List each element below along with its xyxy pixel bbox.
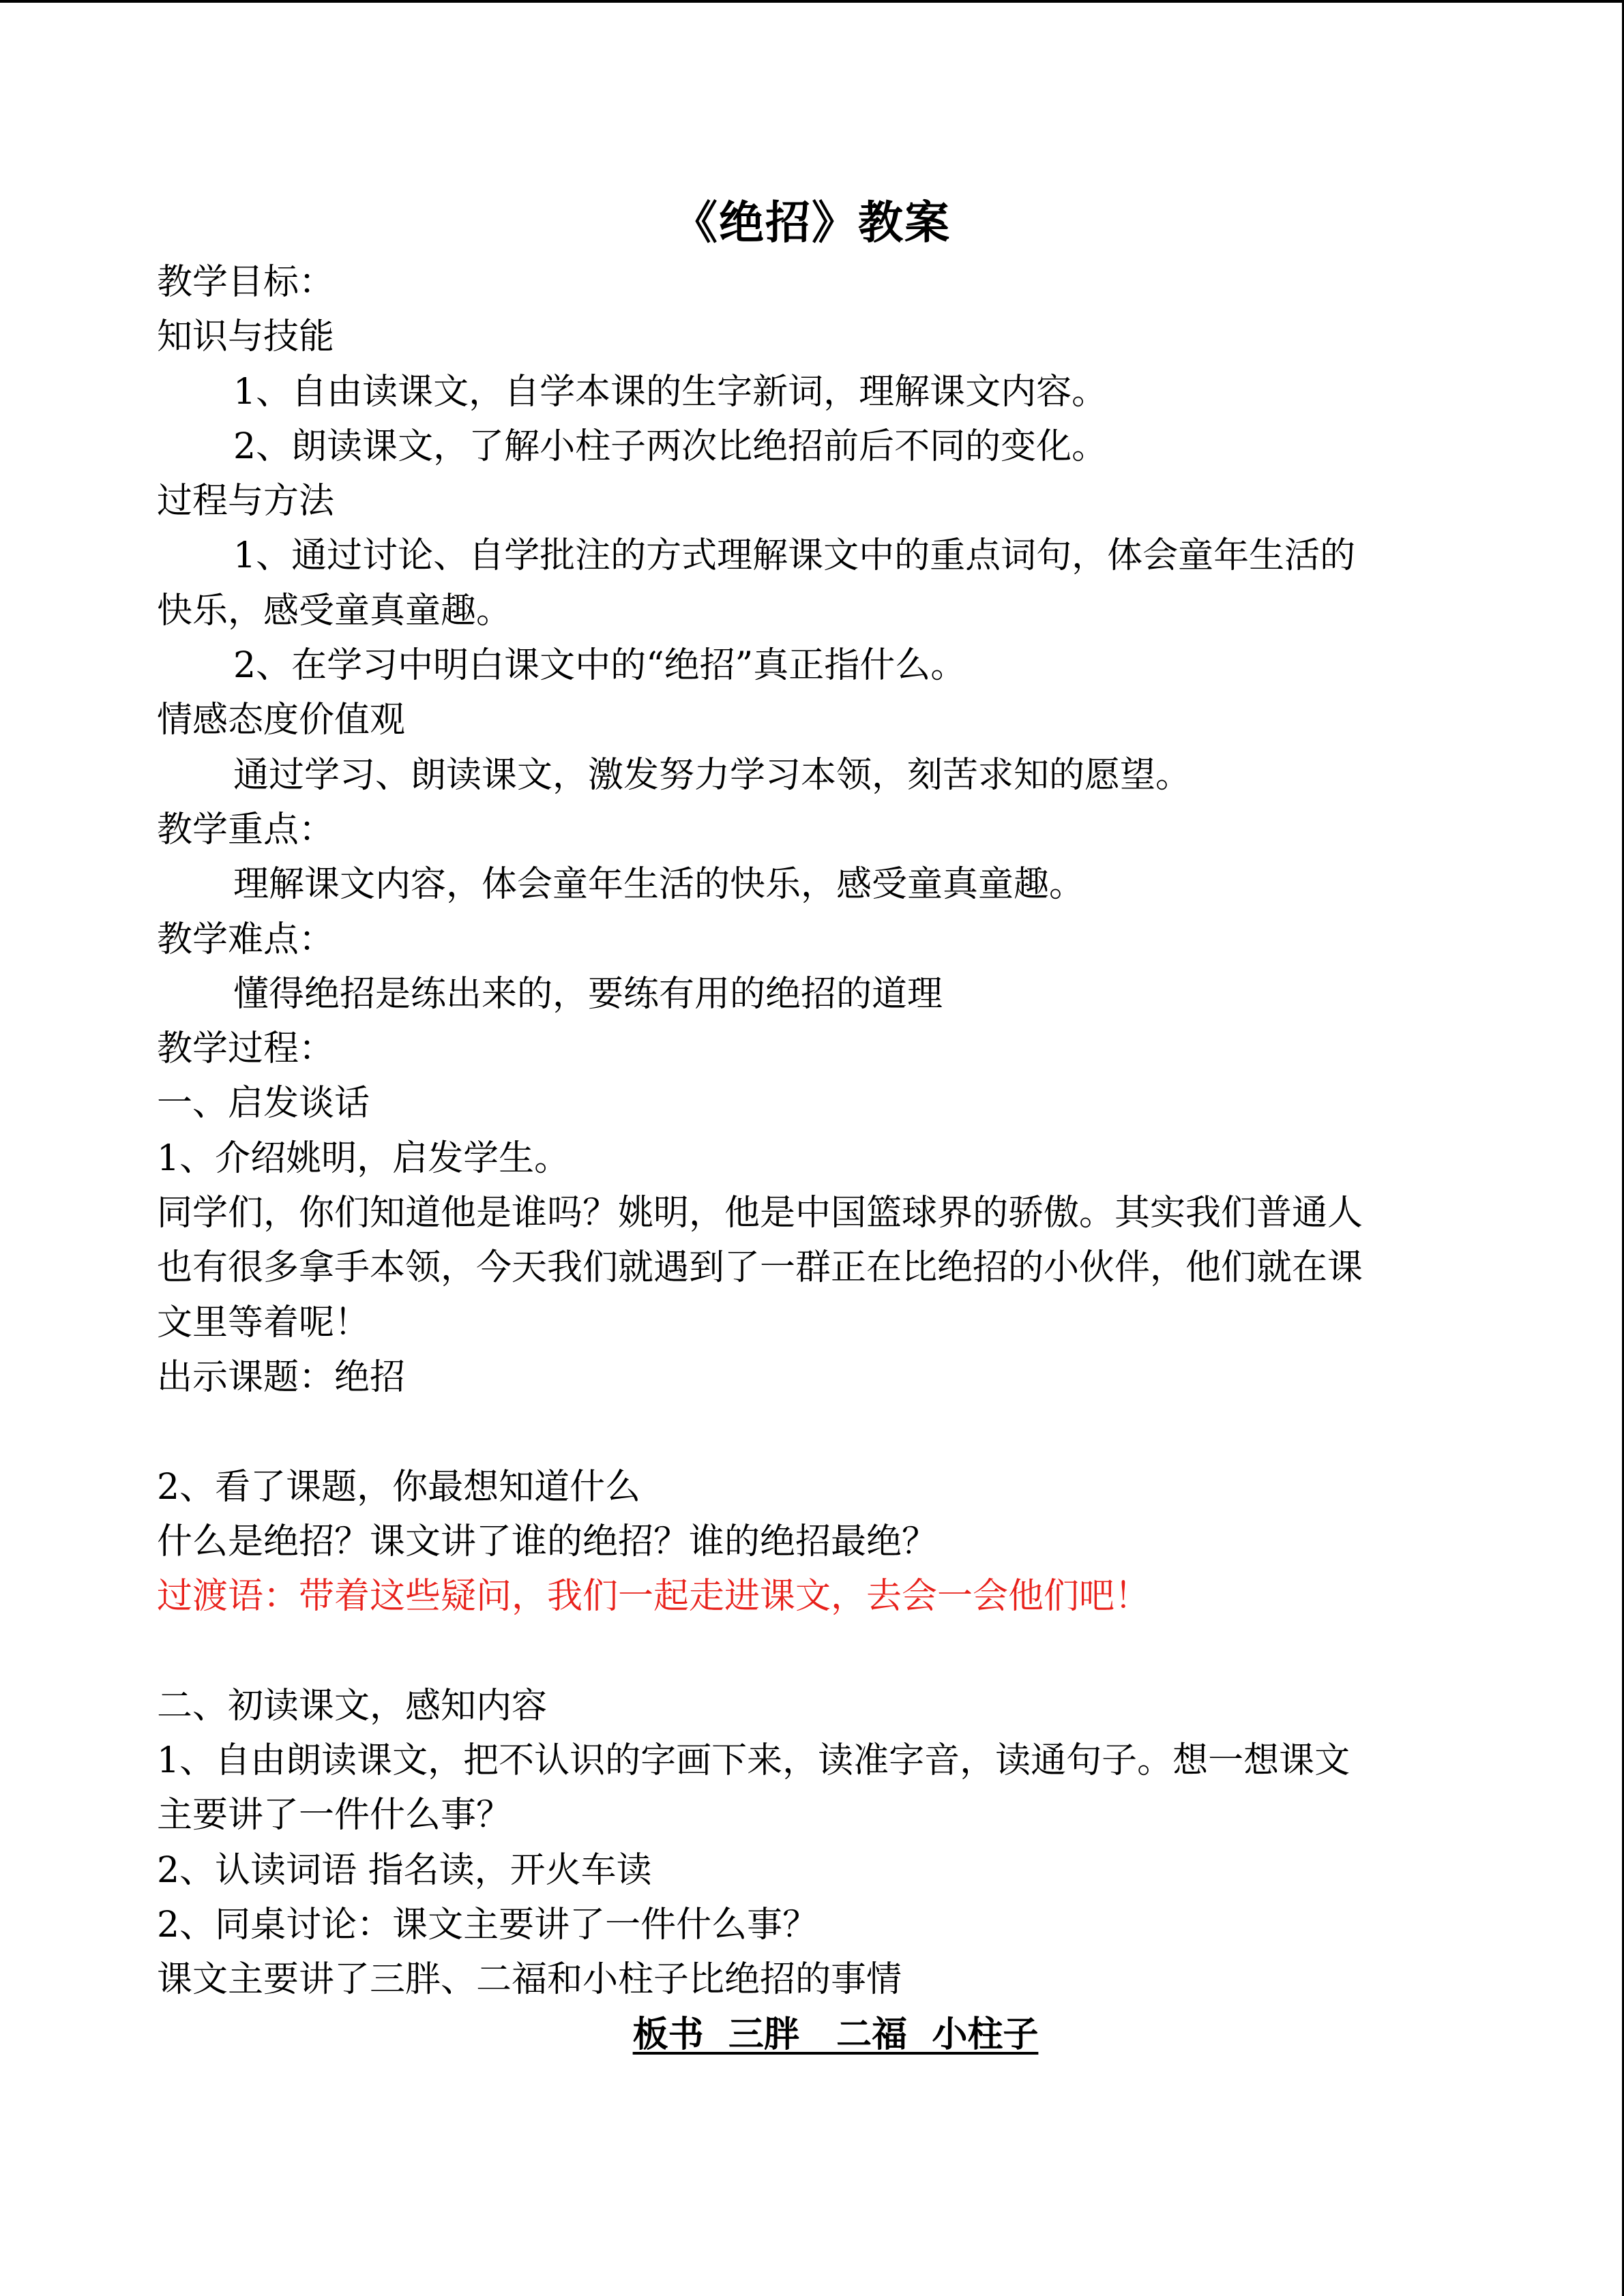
text-line: 1、介绍姚明，启发学生。 — [157, 1137, 570, 1179]
text-line: 懂得绝招是练出来的，要练有用的绝招的道理 — [233, 973, 943, 1015]
text-line: 1、自由读课文，自学本课的生字新词，理解课文内容。 — [233, 371, 1108, 413]
text-line: 知识与技能 — [157, 316, 335, 358]
document-lines — [157, 255, 1466, 2008]
text-line: 二、初读课文，感知内容 — [157, 1685, 548, 1727]
page-top-border — [0, 0, 1624, 3]
text-line: 2、看了课题，你最想知道什么 — [157, 1466, 641, 1508]
text-line: 理解课文内容，体会童年生活的快乐，感受童真童趣。 — [233, 864, 1085, 906]
text-line: 1、自由朗读课文，把不认识的字画下来，读准字音，读通句子。想一想课文 — [157, 1740, 1350, 1782]
text-line: 2、在学习中明白课文中的“绝招”真正指什么。 — [233, 645, 966, 687]
document-body — [157, 190, 1466, 2062]
text-line: 教学过程： — [157, 1028, 335, 1070]
text-line: 一、启发谈话 — [157, 1083, 370, 1124]
blank-line — [157, 1405, 1466, 1459]
text-line: 同学们，你们知道他是谁吗？姚明，他是中国篮球界的骄傲。其实我们普通人 — [157, 1193, 1363, 1234]
text-line: 1、通过讨论、自学批注的方式理解课文中的重点词句，体会童年生活的 — [233, 535, 1356, 577]
text-line: 出示课题：绝招 — [157, 1356, 406, 1398]
text-line: 也有很多拿手本领，今天我们就遇到了一群正在比绝招的小伙伴，他们就在课 — [157, 1247, 1363, 1289]
blank-line — [157, 1624, 1466, 1678]
text-line: 通过学习、朗读课文，激发努力学习本领，刻苦求知的愿望。 — [233, 754, 1192, 796]
board-summary: 板书 三胖 二福 小柱子 — [632, 2013, 1039, 2055]
text-line: 什么是绝招？课文讲了谁的绝招？谁的绝招最绝？ — [157, 1521, 938, 1562]
text-line: 2、朗读课文，了解小柱子两次比绝招前后不同的变化。 — [233, 426, 1108, 467]
transition-line: 过渡语：带着这些疑问，我们一起走进课文，去会一会他们吧！ — [157, 1576, 1151, 1617]
text-line: 课文主要讲了三胖、二福和小柱子比绝招的事情 — [157, 1959, 902, 2001]
text-line: 教学重点： — [157, 809, 335, 850]
text-line: 2、同桌讨论：课文主要讲了一件什么事？ — [157, 1904, 818, 1945]
text-line: 2、认读词语 指名读，开火车读 — [157, 1849, 652, 1891]
text-line: 情感态度价值观 — [157, 700, 406, 741]
text-line: 文里等着呢！ — [157, 1302, 370, 1343]
text-line: 快乐，感受童真童趣。 — [157, 590, 512, 631]
text-line: 过程与方法 — [157, 481, 335, 522]
text-line: 教学目标： — [157, 262, 335, 303]
document-title: 《绝招》教案 — [673, 196, 951, 249]
text-line: 教学难点： — [157, 919, 335, 960]
text-line: 主要讲了一件什么事？ — [157, 1795, 512, 1836]
